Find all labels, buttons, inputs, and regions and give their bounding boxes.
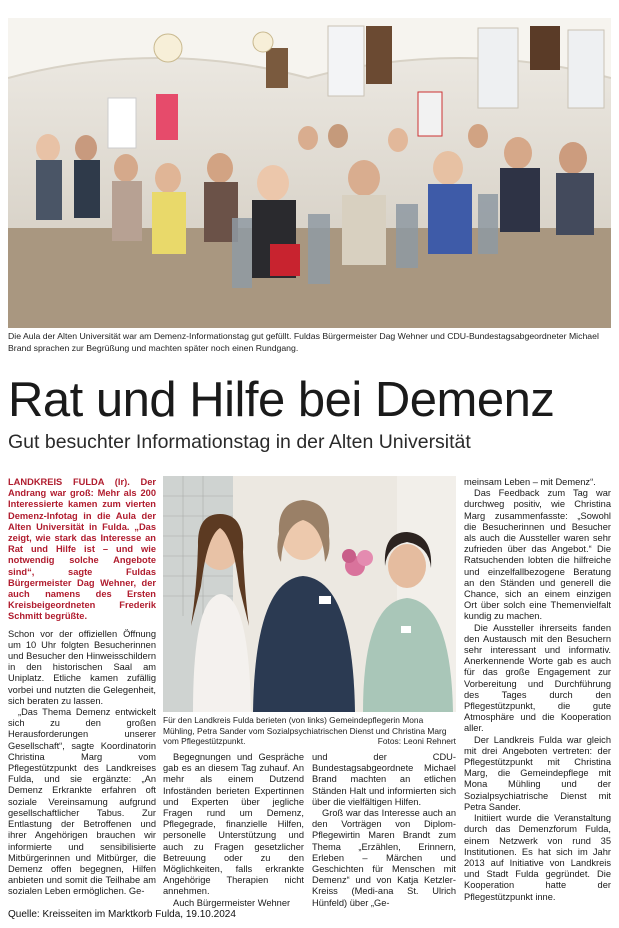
paragraph: Begegnungen und Gespräche gab es an diesem Tag zuhauf. An mehr als einem Dutzend Infoständen berieten Expertinnen und Experten über jegliche Fragen rund um Demenz, Pflegegrade, finanzielle Hilfen, personelle Unterstützung und auch zu Fragen gesetzlicher Betreuung oder zu den Möglichkeiten, falls erkrankte Angehörige Therapien nicht annehmen. (163, 752, 304, 897)
article-column-3 (312, 752, 456, 909)
paragraph: Groß war das Interesse auch an den Vorträgen von Diplom-Pflegewirtin Maren Brandt zum Thema „Erzählen, Erinnern, Erleben – Märchen und Geschichten für Menschen mit Demenz“ und von Katja Ketzler-Kreiss (Medi-ana St. Ulrich Hünfeld) über „Ge- (312, 808, 456, 908)
article-lead: LANDKREIS FULDA (lr). Der Andrang war groß: Mehr als 200 Interessierte kamen zum vierten Demenz-Infotag in die Aula der Alten Universität in Fulda. „Das zeigt, wie stark das Interesse an Rat und Hilfe ist – und wie notwendig solche Angebote sind“, sagte Fuldas Bürgermeister Dag Wehner, der auch namens des Ersten Kreisbeigeordneten Frederik Schmitt begrüßte. (8, 477, 156, 622)
article-column-1 (8, 477, 156, 898)
audience-illustration (8, 18, 611, 328)
event-hall-photo (8, 18, 611, 328)
paragraph: und der CDU-Bundestagsabgeordnete Michael Brand machten an etlichen Ständen Halt und informierten sich über die vielfältigen Hilfen. (312, 752, 456, 807)
paragraph: Auch Bürgermeister Wehner (173, 897, 291, 908)
paragraph: meinsam Leben – mit Demenz“. (464, 477, 596, 487)
photo-credit: Fotos: Leoni Rehnert (377, 736, 456, 747)
paragraph: Die Aussteller ihrerseits fanden den Austausch mit den Besuchern sehr interessant und informativ. Anerkennende Worte gab es auch für das große Engagement zur Vorbereitung und Durchführung des Tages durch den Pflegestützpunkt, die gute Atmosphäre und die Kooperation aller. (464, 622, 611, 734)
article-column-2 (163, 752, 304, 909)
article-headline: Rat und Hilfe bei Demenz (8, 373, 555, 427)
paragraph: Schon vor der offiziellen Öffnung um 10 Uhr folgten Besucherinnen und Besucher den Hinweisschildern in den historischen Saal am Uniplatz. Etliche kamen zufällig vorbei und nutzten die Gelegenheit, sich beraten zu lassen. (8, 628, 156, 706)
article-subheadline: Gut besuchter Informationstag in der Alten Universität (8, 431, 471, 453)
paragraph: Der Landkreis Fulda war gleich mit drei Angeboten vertreten: der Pflegestützpunkt mit Christina Marg, die Gemeindepflege mit Mona Mühling und der Sozialpsychiatrische Dienst mit Petra Sander. (464, 734, 611, 812)
paragraph: Das Feedback zum Tag war durchweg positiv, wie Christina Marg zusammenfasste: „Sowohl die Besucherinnen und Besucher als auch die Aussteller waren sehr zufrieden über das Angebot.“ Die Ratsuchenden lobten die hilfreiche und einzelfallbezogene Beratung an den Ständen und generell die Chance, sich an einem einzigen Ort über solch eine Themenvielfalt kundig zu machen. (464, 488, 611, 622)
paragraph: „Das Thema Demenz entwickelt sich zu den großen Herausforderungen unserer Gesellschaft“, sagte Koordinatorin Christina Marg vom Pflegestützpunkt des Landkreises Fulda, und sie ergänzte: „An Demenz Erkrankte erfahren oft soziale Vereinsamung aufgrund gesellschaftlicher Tabus. Zur Entlastung der Betroffenen und ihrer Angehörigen brauchen wir informierte und sensibilisierte Mitbürgerinnen und Mitbürger, die Demenz offen begegnen, Hilfen anbieten und somit die Teilhabe am sozialen Leben ermöglichen. Ge- (8, 707, 156, 897)
article-column-4 (464, 477, 611, 903)
staff-photo (163, 476, 456, 712)
staff-illustration (163, 476, 456, 712)
paragraph: Initiiert wurde die Veranstaltung durch das Demenzforum Fulda, einem Netzwerk von rund 35 Institutionen. Es hat sich im Jahr 2013 auf Initiative von Landkreis und Stadt Fulda gegründet. Die Kooperation hatte der Pflegestützpunkt inne. (464, 813, 611, 902)
inline-caption-text: Für den Landkreis Fulda berieten (von links) Gemeindepflegerin Mona Mühling, Petra Sander vom Sozialpsychiatrischen Dienst und Christina Marg vom Pflegestützpunkt. (163, 715, 447, 747)
top-photo-caption: Die Aula der Alten Universität war am Demenz-Informationstag gut gefüllt. Fuldas Bürgermeister Dag Wehner und CDU-Bundestagsabgeordneter Michael Brand sprachen zur Begrüßung und machten später noch einen Rundgang. (8, 331, 599, 353)
inline-photo-caption (163, 715, 456, 747)
source-footer: Quelle: Kreisseiten im Marktkorb Fulda, 19.10.2024 (8, 909, 236, 920)
